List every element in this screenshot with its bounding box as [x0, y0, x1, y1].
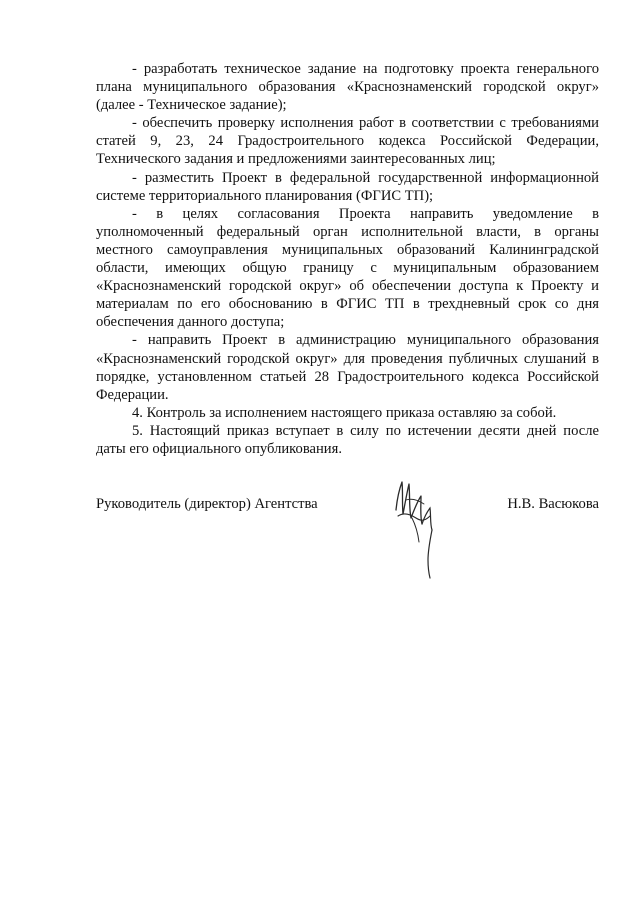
- paragraph-technical-assignment: - разработать техническое задание на подготовку проекта генерального плана муниципального образования «Краснознаменский городской округ» (далее - Техническое задание);: [96, 61, 599, 114]
- paragraph-approval-notice: - в целях согласования Проекта направить уведомление в уполномоченный федеральный орган исполнительной власти, в органы местного самоуправления муниципальных образований Калининградской области, имеющих общую границу с муниципальным образованием «Краснознаменский городской округ» об обеспечении доступа к Проекту и материалам по его обоснованию в ФГИС ТП в трехдневный срок со дня обеспечения данного доступа;: [96, 205, 599, 331]
- paragraph-fgis-placement: - разместить Проект в федеральной государственной информационной системе территориального планирования (ФГИС ТП);: [96, 169, 599, 204]
- signatory-title: Руководитель (директор) Агентства: [96, 496, 318, 512]
- handwritten-signature: [388, 470, 444, 582]
- signature-block: [96, 495, 599, 515]
- order-text: [96, 60, 599, 458]
- paragraph-public-hearings: - направить Проект в администрацию муниципального образования «Краснознаменский городской округ» для проведения публичных слушаний в порядке, установленном статьей 28 Градостроительного кодекса Российской Федерации.: [96, 332, 599, 403]
- signatory-name: Н.В. Васюкова: [507, 496, 599, 512]
- paragraph-work-verification: - обеспечить проверку исполнения работ в соответствии с требованиями статей 9, 23, 24 Градостроительного кодекса Российской Федерации, Технического задания и предложениями заинтересованных лиц;: [96, 115, 599, 168]
- paragraph-control: 4. Контроль за исполнением настоящего приказа оставляю за собой.: [132, 404, 557, 421]
- paragraph-entry-into-force: 5. Настоящий приказ вступает в силу по истечении десяти дней после даты его официального опубликования.: [96, 422, 599, 457]
